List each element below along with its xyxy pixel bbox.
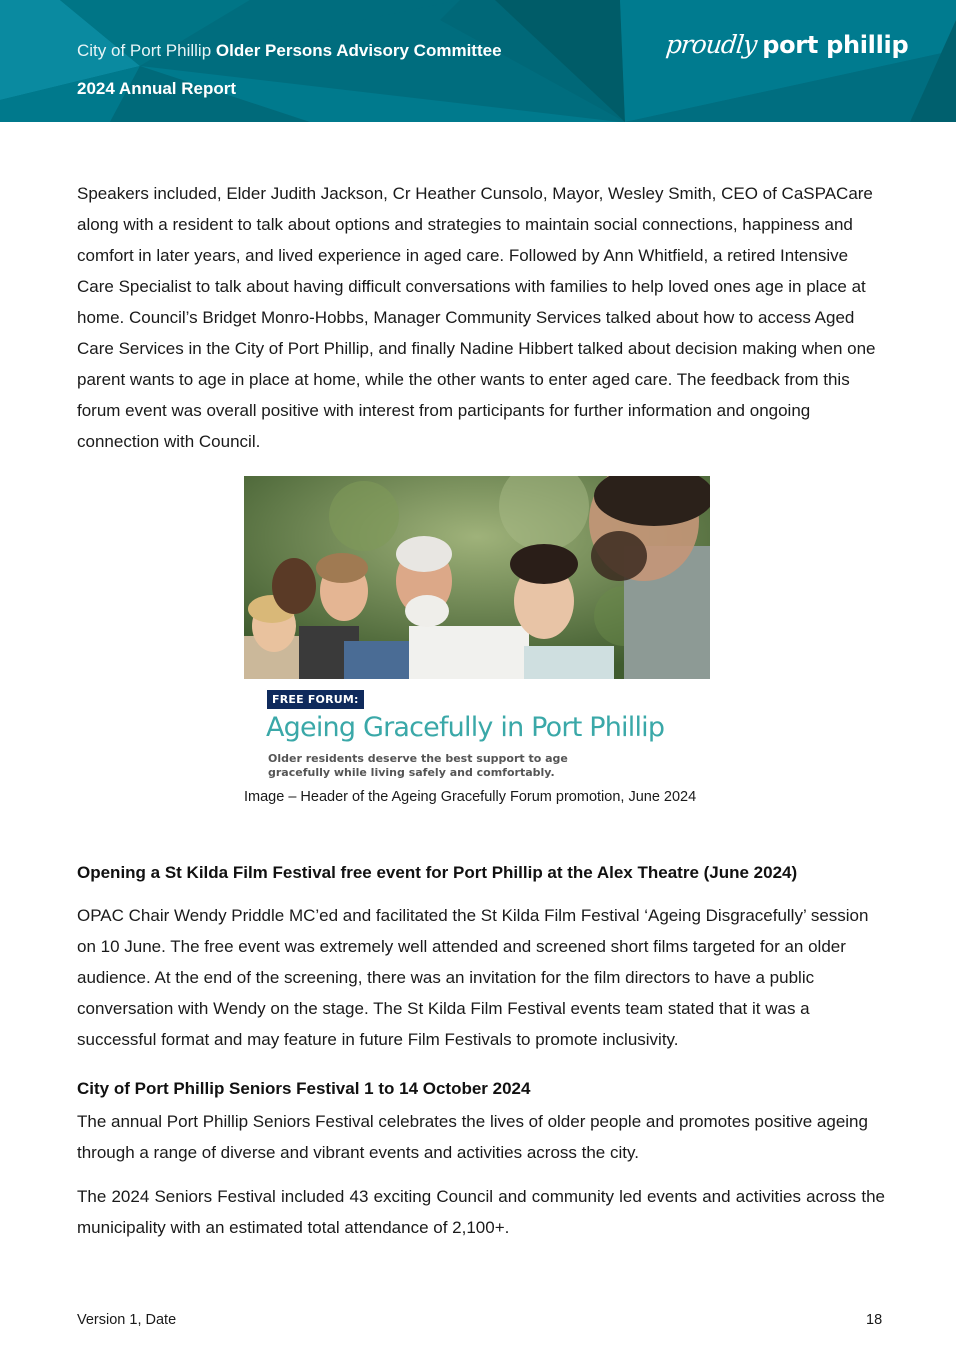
seniors-festival-paragraph-1: The annual Port Phillip Seniors Festival celebrates the lives of older people and promotes positive ageing through a range of diverse and vibrant events and activities across the city. xyxy=(77,1112,868,1162)
footer-version: Version 1, Date xyxy=(77,1312,177,1328)
organization-name: City of Port Phillip xyxy=(77,41,212,60)
intro-paragraph: Speakers included, Elder Judith Jackson, Cr Heather Cunsolo, Mayor, Wesley Smith, CEO of CaSPACare along with a resident to talk about options and strategies to maintain social connections, happiness and comfort in later years, and lived experience in aged care. Followed by Ann Whitfield, a retired Intensive Care Specialist to talk about having difficult conversations with families to help loved ones age in place at home. Council’s Bridget Monro-Hobbs, Manager Community Services talked about how to access Aged Care Services in the City of Port Phillip, and finally Nadine Hibbert talked about decision making when one parent wants to age in place at home, while the other wants to enter aged care. The feedback from this forum event was overall positive with interest from participants for further information and ongoing connection with Council. xyxy=(77,184,876,451)
seniors-festival-paragraph-2: The 2024 Seniors Festival included 43 exciting Council and community led events and activities across the municipality with an estimated total attendance of 2,100+. xyxy=(77,1187,885,1237)
footer-page-number: 18 xyxy=(866,1312,883,1328)
free-forum-badge: FREE FORUM: xyxy=(267,690,364,709)
intro-paragraph-block xyxy=(77,178,885,457)
proudly-port-phillip-logo xyxy=(666,30,908,59)
group-of-people-image xyxy=(244,476,710,679)
section-film-festival-body xyxy=(77,900,885,1055)
section-heading-film-festival: Opening a St Kilda Film Festival free event for Port Phillip at the Alex Theatre (June 2024) xyxy=(77,863,798,882)
header-banner xyxy=(0,0,956,122)
report-subtitle: 2024 Annual Report xyxy=(77,79,237,98)
forum-promo-photo xyxy=(244,476,710,679)
forum-promo-title: Ageing Gracefully in Port Phillip xyxy=(266,712,665,743)
section-seniors-festival-body-2 xyxy=(77,1181,885,1243)
logo-script-text: proudly xyxy=(664,30,758,59)
figure-caption: Image – Header of the Ageing Gracefully Forum promotion, June 2024 xyxy=(244,789,697,805)
committee-name: Older Persons Advisory Committee xyxy=(215,41,502,60)
forum-promo-description: Older residents deserve the best support to age gracefully while living safely and comfortably. xyxy=(268,752,568,779)
film-festival-paragraph: OPAC Chair Wendy Priddle MC’ed and facilitated the St Kilda Film Festival ‘Ageing Disgracefully’ session on 10 June. The free event was extremely well attended and screened short films targeted for an older audience. At the end of the screening, there was an invitation for the film directors to have a public conversation with Wendy on the stage. The St Kilda Film Festival events team stated that it was a successful format and may feature in future Film Festivals to promote inclusivity. xyxy=(77,906,869,1049)
report-committee-title xyxy=(77,41,502,61)
banner-background xyxy=(0,0,956,122)
logo-brand-text: port phillip xyxy=(762,31,909,59)
section-seniors-festival-body-1 xyxy=(77,1106,885,1168)
section-heading-seniors-festival: City of Port Phillip Seniors Festival 1 to 14 October 2024 xyxy=(77,1079,531,1098)
